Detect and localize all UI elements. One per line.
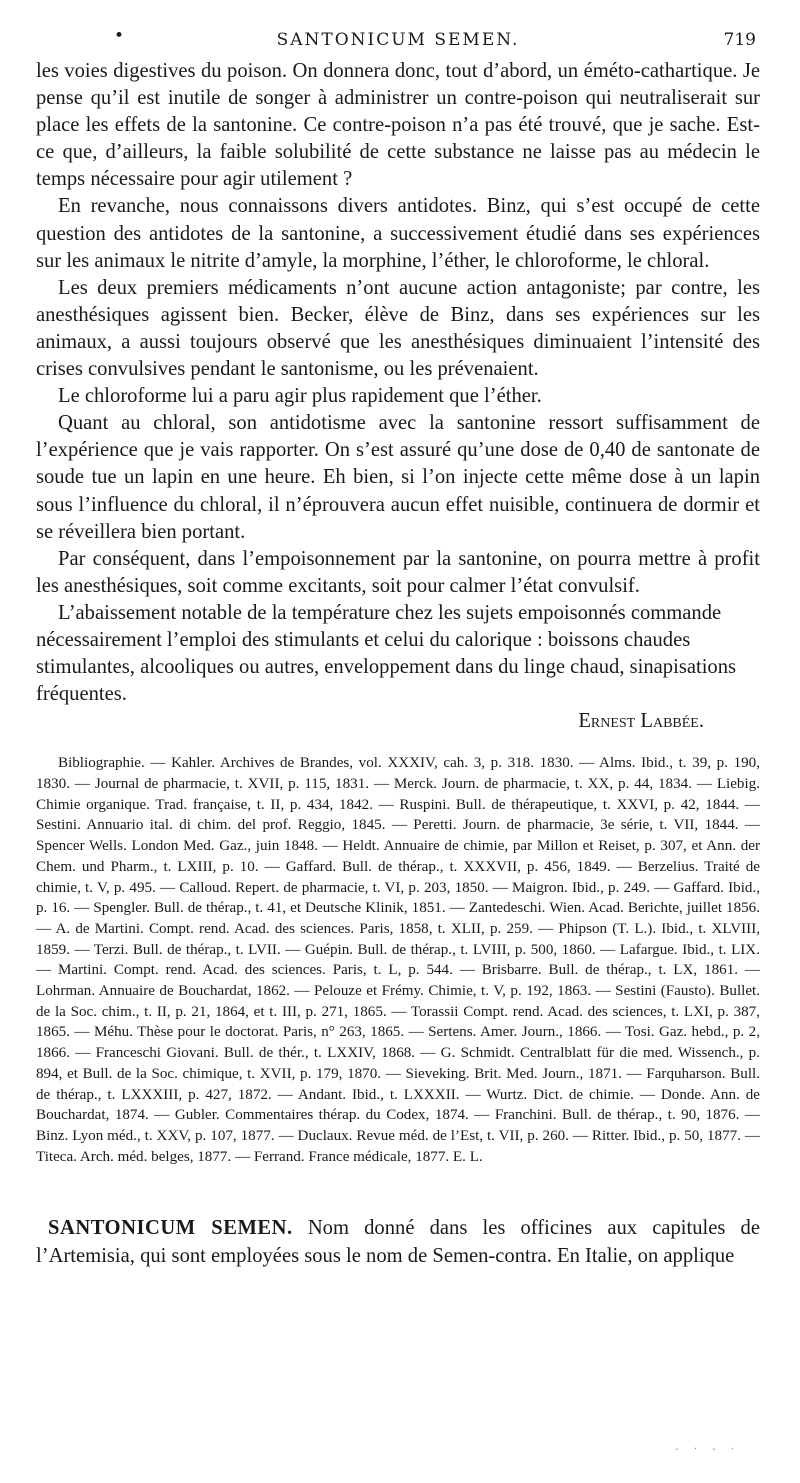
page-number: 719 bbox=[723, 30, 756, 50]
dictionary-entry bbox=[36, 1215, 760, 1270]
paragraph: Par conséquent, dans l’empoisonnement par la santonine, on pourra mettre à profit les anesthésiques, soit comme excitants, soit pour calmer l’état convulsif. bbox=[36, 547, 760, 597]
paragraph: Le chloroforme lui a paru agir plus rapidement que l’éther. bbox=[58, 385, 542, 408]
bottom-marks: - · - · bbox=[675, 1444, 740, 1455]
body-text bbox=[36, 58, 760, 735]
page-header bbox=[36, 22, 760, 58]
document-page bbox=[36, 22, 760, 1270]
entry-text: Nom donné dans les officines aux capitules de l’Artemisia, qui sont employées sous le nom de Semen-contra. En Italie, on applique bbox=[36, 1217, 760, 1267]
bibliography bbox=[36, 753, 760, 1167]
author-signature: Ernest Labbée. bbox=[578, 710, 704, 733]
header-dot: • bbox=[114, 26, 125, 46]
signature-row bbox=[36, 708, 760, 735]
paragraph: Les deux premiers médicaments n’ont aucune action antagoniste; par contre, les anesthésiques agissent bien. Becker, élève de Binz, dans ses expériences sur les animaux, a aussi toujours observé que les anesthésiques diminuaient l’intensité des crises convulsives pendant le santonisme, ou les prévenaient. bbox=[36, 276, 760, 381]
paragraph: Quant au chloral, son antidotisme avec la santonine ressort suffisamment de l’expérience que je vais rapporter. On s’est assuré qu’une dose de 0,40 de santonate de soude tue un lapin en une heure. Eh bien, si l’on injecte cette même dose à un lapin sous l’influence du chloral, il n’éprouvera aucun effet nuisible, continuera de dormir et se réveillera bien portant. bbox=[36, 412, 760, 543]
paragraph: En revanche, nous connaissons divers antidotes. Binz, qui s’est occupé de cette question des antidotes de la santonine, a successivement étudié dans ses expériences sur les animaux le nitrite d’amyle, la morphine, l’éther, le chloroforme, le chloral. bbox=[36, 195, 760, 272]
last-paragraph-line bbox=[36, 600, 760, 708]
paragraph: L’abaissement notable de la température chez les sujets empoisonnés commande nécessairement l’emploi des stimulants et celui du calorique : boissons chaudes stimulantes, alcooliques ou autres, enveloppement dans du linge chaud, sinapisations fréquentes. bbox=[36, 601, 737, 706]
entry-paragraph bbox=[36, 1215, 760, 1270]
entry-headword: SANTONICUM SEMEN. bbox=[48, 1217, 293, 1240]
running-title: SANTONICUM SEMEN. bbox=[276, 30, 520, 50]
bibliography-text: Bibliographie. — Kahler. Archives de Brandes, vol. XXXIV, cah. 3, p. 318. 1830. — Alms. Ibid., t. 39, p. 190, 1830. — Journal de pharmacie, t. XVII, p. 115, 1831. — Merck. Journ. de pharmacie, t. XX, p. 44, 1834. — Liebig. Chimie organique. Trad. française, t. II, p. 434, 1842. — Ruspini. Bull. de thérapeutique, t. XXVI, p. 42, 1844. — Sestini. Annuario ital. di chim. del prof. Reggio, 1845. — Peretti. Journ. de pharmacie, 3e série, t. VII, 1844. — Spencer Wells. London Med. Gaz., juin 1848. — Heldt. Annuaire de chimie, par Millon et Reiset, p. 307, et Ann. der Chem. und Pharm., t. LXIII, p. 10. — Gaffard. Bull. de thérap., t. XXXVII, p. 456, 1849. — Berzelius. Traité de chimie, t. V, p. 495. — Calloud. Repert. de pharmacie, t. VI, p. 203, 1850. — Maigron. Ibid., p. 249. — Gaffard. Ibid., p. 16. — Spengler. Bull. de thérap., t. 41, et Deutsche Klinik, 1851. — Zantedeschi. Wien. Acad. Berichte, juillet 1856. — A. de Martini. Compt. rend. Acad. des sciences. Paris, 1858, t. XLII, p. 259. — Phipson (T. L.). Ibid., t. XLVIII, 1859. — Terzi. Bull. de thérap., t. LVII. — Guépin. Bull. de thérap., t. LVIII, p. 500, 1860. — Lafargue. Ibid., t. LIX. — Martini. Compt. rend. Acad. des sciences. Paris, t. L, p. 544. — Brisbarre. Bull. de thérap., t. LX, 1861. — Lohrman. Annuaire de Bouchardat, 1862. — Pelouze et Frémy. Chimie, t. V, p. 192, 1863. — Sestini (Fausto). Bullet. de la Soc. chim., t. II, p. 21, 1864, et t. III, p. 271, 1865. — Torassii Compt. rend. Acad. des sciences, t. LXI, p. 387, 1865. — Méhu. Thèse pour le doctorat. Paris, n° 263, 1865. — Sertens. Amer. Journ., 1866. — Tosi. Gaz. hebd., p. 2, 1866. — Franceschi Giovani. Bull. de thér., t. LXXIV, 1868. — G. Schmidt. Centralblatt für die med. Wissench., p. 894, et Bull. de la Soc. chimique, t. XVII, p. 179, 1870. — Sieveking. Brit. Med. Journ., 1871. — Farquharson. Bull. de thérap., t. LXXXIII, p. 427, 1872. — Andant. Ibid., t. LXXXII. — Wurtz. Dict. de chimie. — Donde. Ann. de Bouchardat, 1874. — Gubler. Commentaires thérap. du Codex, 1874. — Franchini. Bull. de thérap., t. 90, 1876. — Binz. Lyon méd., t. XXV, p. 107, 1877. — Duclaux. Revue méd. de l’Est, t. VII, p. 260. — Ritter. Ibid., p. 50, 1877. — Titeca. Arch. méd. belges, 1877. — Ferrand. France médicale, 1877. E. L. bbox=[36, 755, 760, 1165]
paragraph: les voies digestives du poison. On donnera donc, tout d’abord, un éméto-cathartique. Je pense qu’il est inutile de songer à administrer un contre-poison qui neutraliserait sur place les effets de la santonine. Ce contre-poison n’a pas été trouvé, que je sache. Est-ce que, d’ailleurs, la faible solubilité de cette substance ne laisse pas au médecin le temps nécessaire pour agir utilement ? bbox=[36, 60, 760, 191]
